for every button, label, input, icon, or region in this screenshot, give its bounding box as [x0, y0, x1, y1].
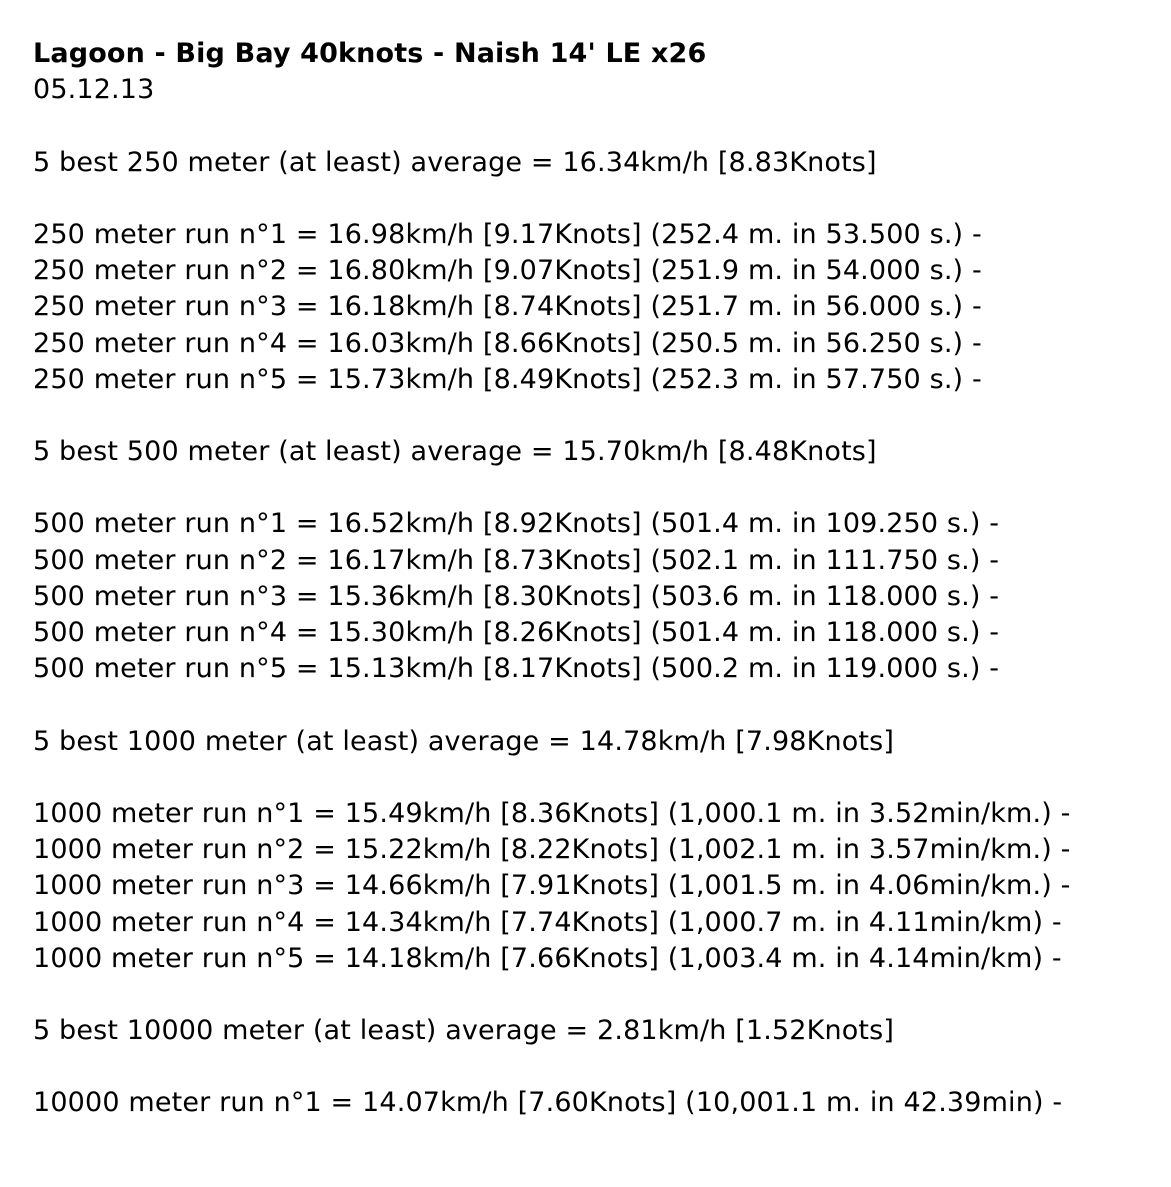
run-line: 10000 meter run n°1 = 14.07km/h [7.60Knots] (10,001.1 m. in 42.39min) - — [33, 1087, 1063, 1119]
spacer — [33, 977, 1153, 1013]
spacer — [33, 760, 1153, 796]
speed-report — [33, 36, 1153, 1122]
report-date: 05.12.13 — [33, 74, 155, 106]
spacer — [33, 398, 1153, 434]
section-average: 5 best 250 meter (at least) average = 16.34km/h [8.83Knots] — [33, 146, 877, 178]
run-line: 1000 meter run n°3 = 14.66km/h [7.91Knots] (1,001.5 m. in 4.06min/km.) - — [33, 870, 1071, 902]
run-line: 500 meter run n°2 = 16.17km/h [8.73Knots] (502.1 m. in 111.750 s.) - — [33, 544, 1000, 576]
run-line: 250 meter run n°5 = 15.73km/h [8.49Knots] (252.3 m. in 57.750 s.) - — [33, 363, 982, 395]
run-line: 1000 meter run n°4 = 14.34km/h [7.74Knots] (1,000.7 m. in 4.11min/km) - — [33, 906, 1062, 938]
run-line: 500 meter run n°3 = 15.36km/h [8.30Knots] (503.6 m. in 118.000 s.) - — [33, 580, 1000, 612]
report-title: Lagoon - Big Bay 40knots - Naish 14' LE x26 — [33, 38, 707, 69]
section-average: 5 best 500 meter (at least) average = 15.70km/h [8.48Knots] — [33, 436, 877, 468]
run-line: 250 meter run n°4 = 16.03km/h [8.66Knots] (250.5 m. in 56.250 s.) - — [33, 327, 982, 359]
run-line: 500 meter run n°1 = 16.52km/h [8.92Knots] (501.4 m. in 109.250 s.) - — [33, 508, 1000, 540]
spacer — [33, 470, 1153, 506]
section-10000m — [33, 1013, 1153, 1122]
run-line: 1000 meter run n°2 = 15.22km/h [8.22Knots] (1,002.1 m. in 3.57min/km.) - — [33, 834, 1071, 866]
section-1000m — [33, 724, 1153, 977]
run-line: 500 meter run n°4 = 15.30km/h [8.26Knots] (501.4 m. in 118.000 s.) - — [33, 617, 1000, 648]
run-line: 250 meter run n°3 = 16.18km/h [8.74Knots] (251.7 m. in 56.000 s.) - — [33, 291, 982, 323]
section-500m — [33, 434, 1153, 687]
run-line: 1000 meter run n°1 = 15.49km/h [8.36Knots] (1,000.1 m. in 3.52min/km.) - — [33, 797, 1071, 829]
run-line: 250 meter run n°2 = 16.80km/h [9.07Knots] (251.9 m. in 54.000 s.) - — [33, 255, 982, 287]
run-line: 250 meter run n°1 = 16.98km/h [9.17Knots] (252.4 m. in 53.500 s.) - — [33, 218, 982, 250]
spacer — [33, 1049, 1153, 1085]
spacer — [33, 108, 1153, 144]
section-250m — [33, 145, 1153, 398]
section-average: 5 best 10000 meter (at least) average = 2.81km/h [1.52Knots] — [33, 1015, 895, 1047]
run-line: 500 meter run n°5 = 15.13km/h [8.17Knots] (500.2 m. in 119.000 s.) - — [33, 653, 1000, 685]
section-average: 5 best 1000 meter (at least) average = 14.78km/h [7.98Knots] — [33, 725, 895, 757]
run-line: 1000 meter run n°5 = 14.18km/h [7.66Knots] (1,003.4 m. in 4.14min/km) - — [33, 942, 1062, 974]
spacer — [33, 687, 1153, 723]
spacer — [33, 181, 1153, 217]
